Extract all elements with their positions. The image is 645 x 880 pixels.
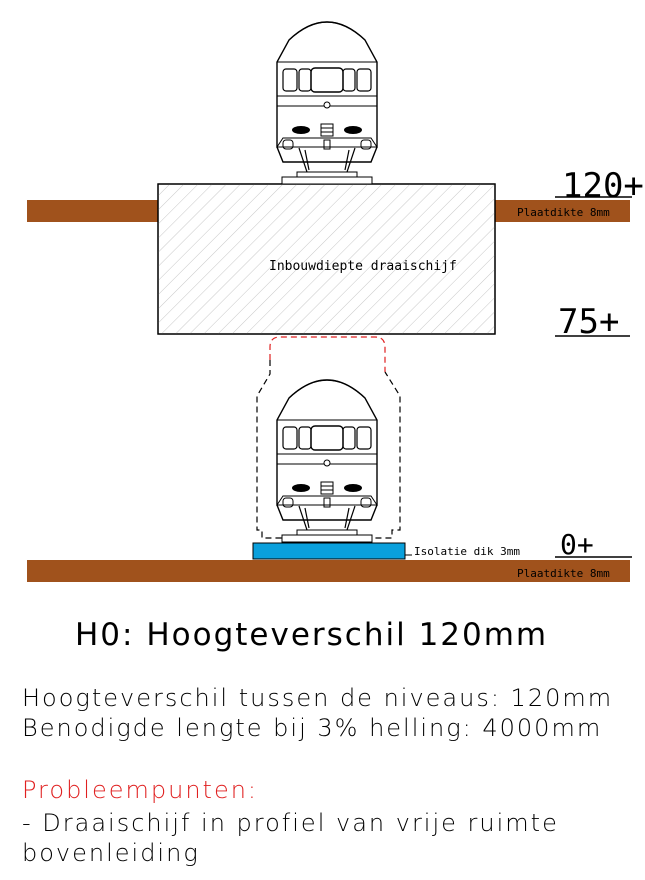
info-line-length: Benodigde lengte bij 3% helling: 4000mm <box>22 714 603 742</box>
problem-item-line2: bovenleiding <box>22 839 200 867</box>
locomotive-bottom <box>277 380 377 542</box>
insulation-layer <box>253 543 405 559</box>
label-plate-top: Plaatdikte 8mm <box>517 206 610 219</box>
catenary-profile-red <box>270 337 385 372</box>
label-plate-bottom: Plaatdikte 8mm <box>517 567 610 580</box>
problems-heading: Probleempunten: <box>22 776 259 804</box>
problem-item-line1: - Draaischijf in profiel van vrije ruimte <box>22 809 559 837</box>
label-level-0: 0+ <box>560 528 594 561</box>
locomotive-top <box>277 22 377 184</box>
label-level-75: 75+ <box>558 302 620 342</box>
label-turntable-depth: Inbouwdiepte draaischijf <box>269 259 457 274</box>
label-insulation: Isolatie dik 3mm <box>414 545 520 558</box>
page-title: H0: Hoogteverschil 120mm <box>75 617 549 653</box>
info-line-height: Hoogteverschil tussen de niveaus: 120mm <box>22 684 614 712</box>
label-level-120: 120+ <box>562 166 644 206</box>
